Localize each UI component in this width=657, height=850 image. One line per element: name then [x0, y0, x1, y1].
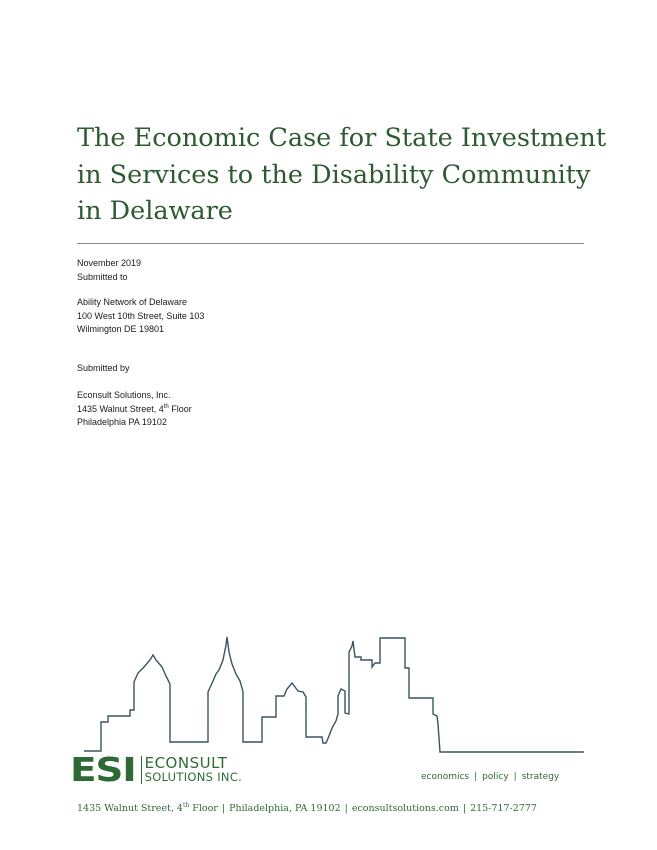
footer-website: econsultsolutions.com — [351, 803, 459, 814]
recipient-address — [77, 296, 204, 337]
recipient-city: Wilmington DE 19801 — [77, 324, 165, 334]
submitted-by-block — [77, 362, 130, 376]
submission-date-block — [77, 257, 141, 284]
submitter-address — [77, 389, 192, 430]
econsult-logo — [70, 750, 243, 789]
title-line-2: in Services to the Disability Community — [77, 159, 591, 190]
submitter-city: Philadelphia PA 19102 — [77, 417, 167, 427]
tagline-policy: policy — [482, 772, 509, 782]
footer-separator: | — [462, 803, 467, 814]
city-skyline-graphic — [0, 620, 657, 760]
title-line-3: in Delaware — [77, 196, 233, 226]
logo-divider — [141, 756, 142, 784]
footer-separator: | — [221, 803, 226, 814]
company-tagline — [421, 772, 559, 782]
logo-word-econsult: ECONSULT — [144, 754, 228, 772]
footer-phone: 215-717-2777 — [470, 803, 537, 814]
logo-word-solutions: SOLUTIONS INC. — [144, 770, 243, 784]
submitter-street: 1435 Walnut Street, 4th Floor — [77, 403, 192, 414]
footer-city: Philadelphia, PA 19102 — [229, 803, 341, 814]
logo-mark: ESI — [70, 750, 136, 789]
footer-contact-line — [77, 803, 584, 814]
document-title — [77, 120, 607, 230]
footer-street: 1435 Walnut Street, 4th Floor — [77, 802, 218, 814]
tagline-separator: | — [513, 772, 517, 782]
tagline-strategy: strategy — [521, 772, 560, 782]
recipient-street: 100 West 10th Street, Suite 103 — [77, 310, 205, 321]
tagline-economics: economics — [421, 772, 470, 782]
recipient-name: Ability Network of Delaware — [77, 297, 188, 307]
submitted-by-label: Submitted by — [77, 363, 130, 373]
report-date: November 2019 — [77, 258, 142, 268]
title-line-1: The Economic Case for State Investment — [77, 123, 607, 153]
submitted-to-label: Submitted to — [77, 271, 128, 282]
submitter-name: Econsult Solutions, Inc. — [77, 390, 171, 400]
title-divider — [77, 243, 584, 244]
tagline-separator: | — [474, 772, 478, 782]
footer-separator: | — [344, 803, 348, 814]
logo-wordmark — [145, 756, 243, 784]
